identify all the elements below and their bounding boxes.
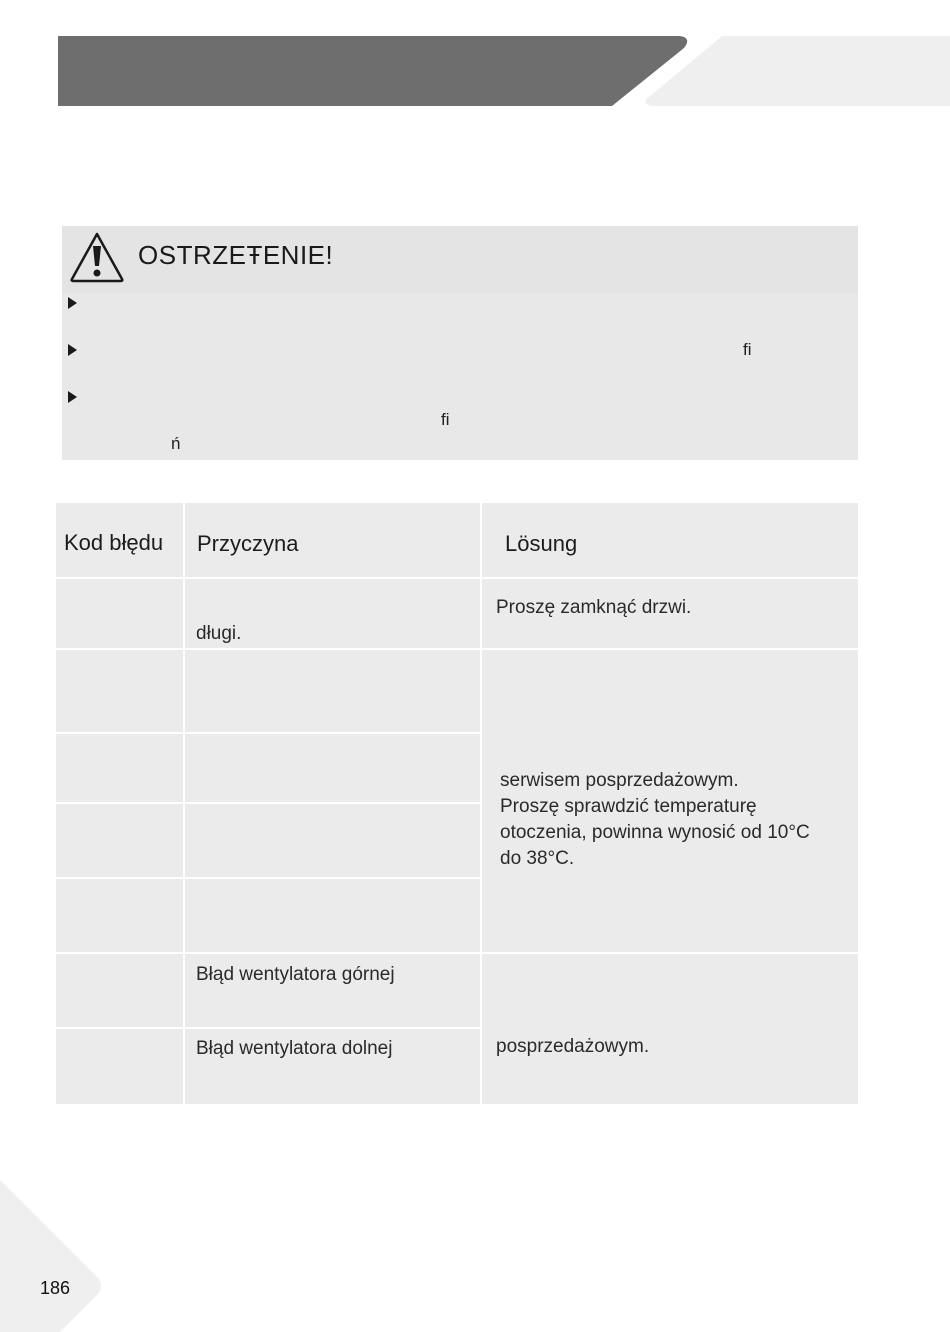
row-divider [56,1027,482,1029]
table-cell-solution: serwisem posprzedażowym. Proszę sprawdzić temperaturę otoczenia, powinna wynosić od 10°C do 38°C. [500,770,810,869]
header-banner [0,0,950,120]
warning-triangle-icon [69,230,125,284]
table-cell-solution: Proszę zamknąć drzwi. [496,597,692,618]
warning-text-fragment: ń [171,434,181,453]
table-cell-cause: Błąd wentylatora górnej [196,964,395,985]
warning-text-fragment: ﬁ [441,410,450,429]
table-cell-solution: posprzedażowym. [496,1036,650,1057]
page-corner [0,1180,110,1332]
table-cell-cause: długi. [196,623,242,644]
warning-title: OSTRZEŦENIE! [138,240,334,270]
row-divider [56,732,482,734]
warning-text-fragment: ﬁ [743,340,752,359]
page-number: 186 [40,1278,71,1298]
header-solution: Lösung [505,531,578,556]
row-divider [56,648,858,650]
header-cause: Przyczyna [197,531,299,556]
bullet-marker [68,391,77,403]
bullet-marker [68,297,77,309]
row-divider [56,577,858,579]
table-cell-cause: Błąd wentylatora dolnej [196,1038,393,1059]
bullet-marker [68,344,77,356]
row-divider [56,877,482,879]
row-divider [56,952,858,954]
header-code: Kod błędu [64,530,164,555]
row-divider [56,802,482,804]
